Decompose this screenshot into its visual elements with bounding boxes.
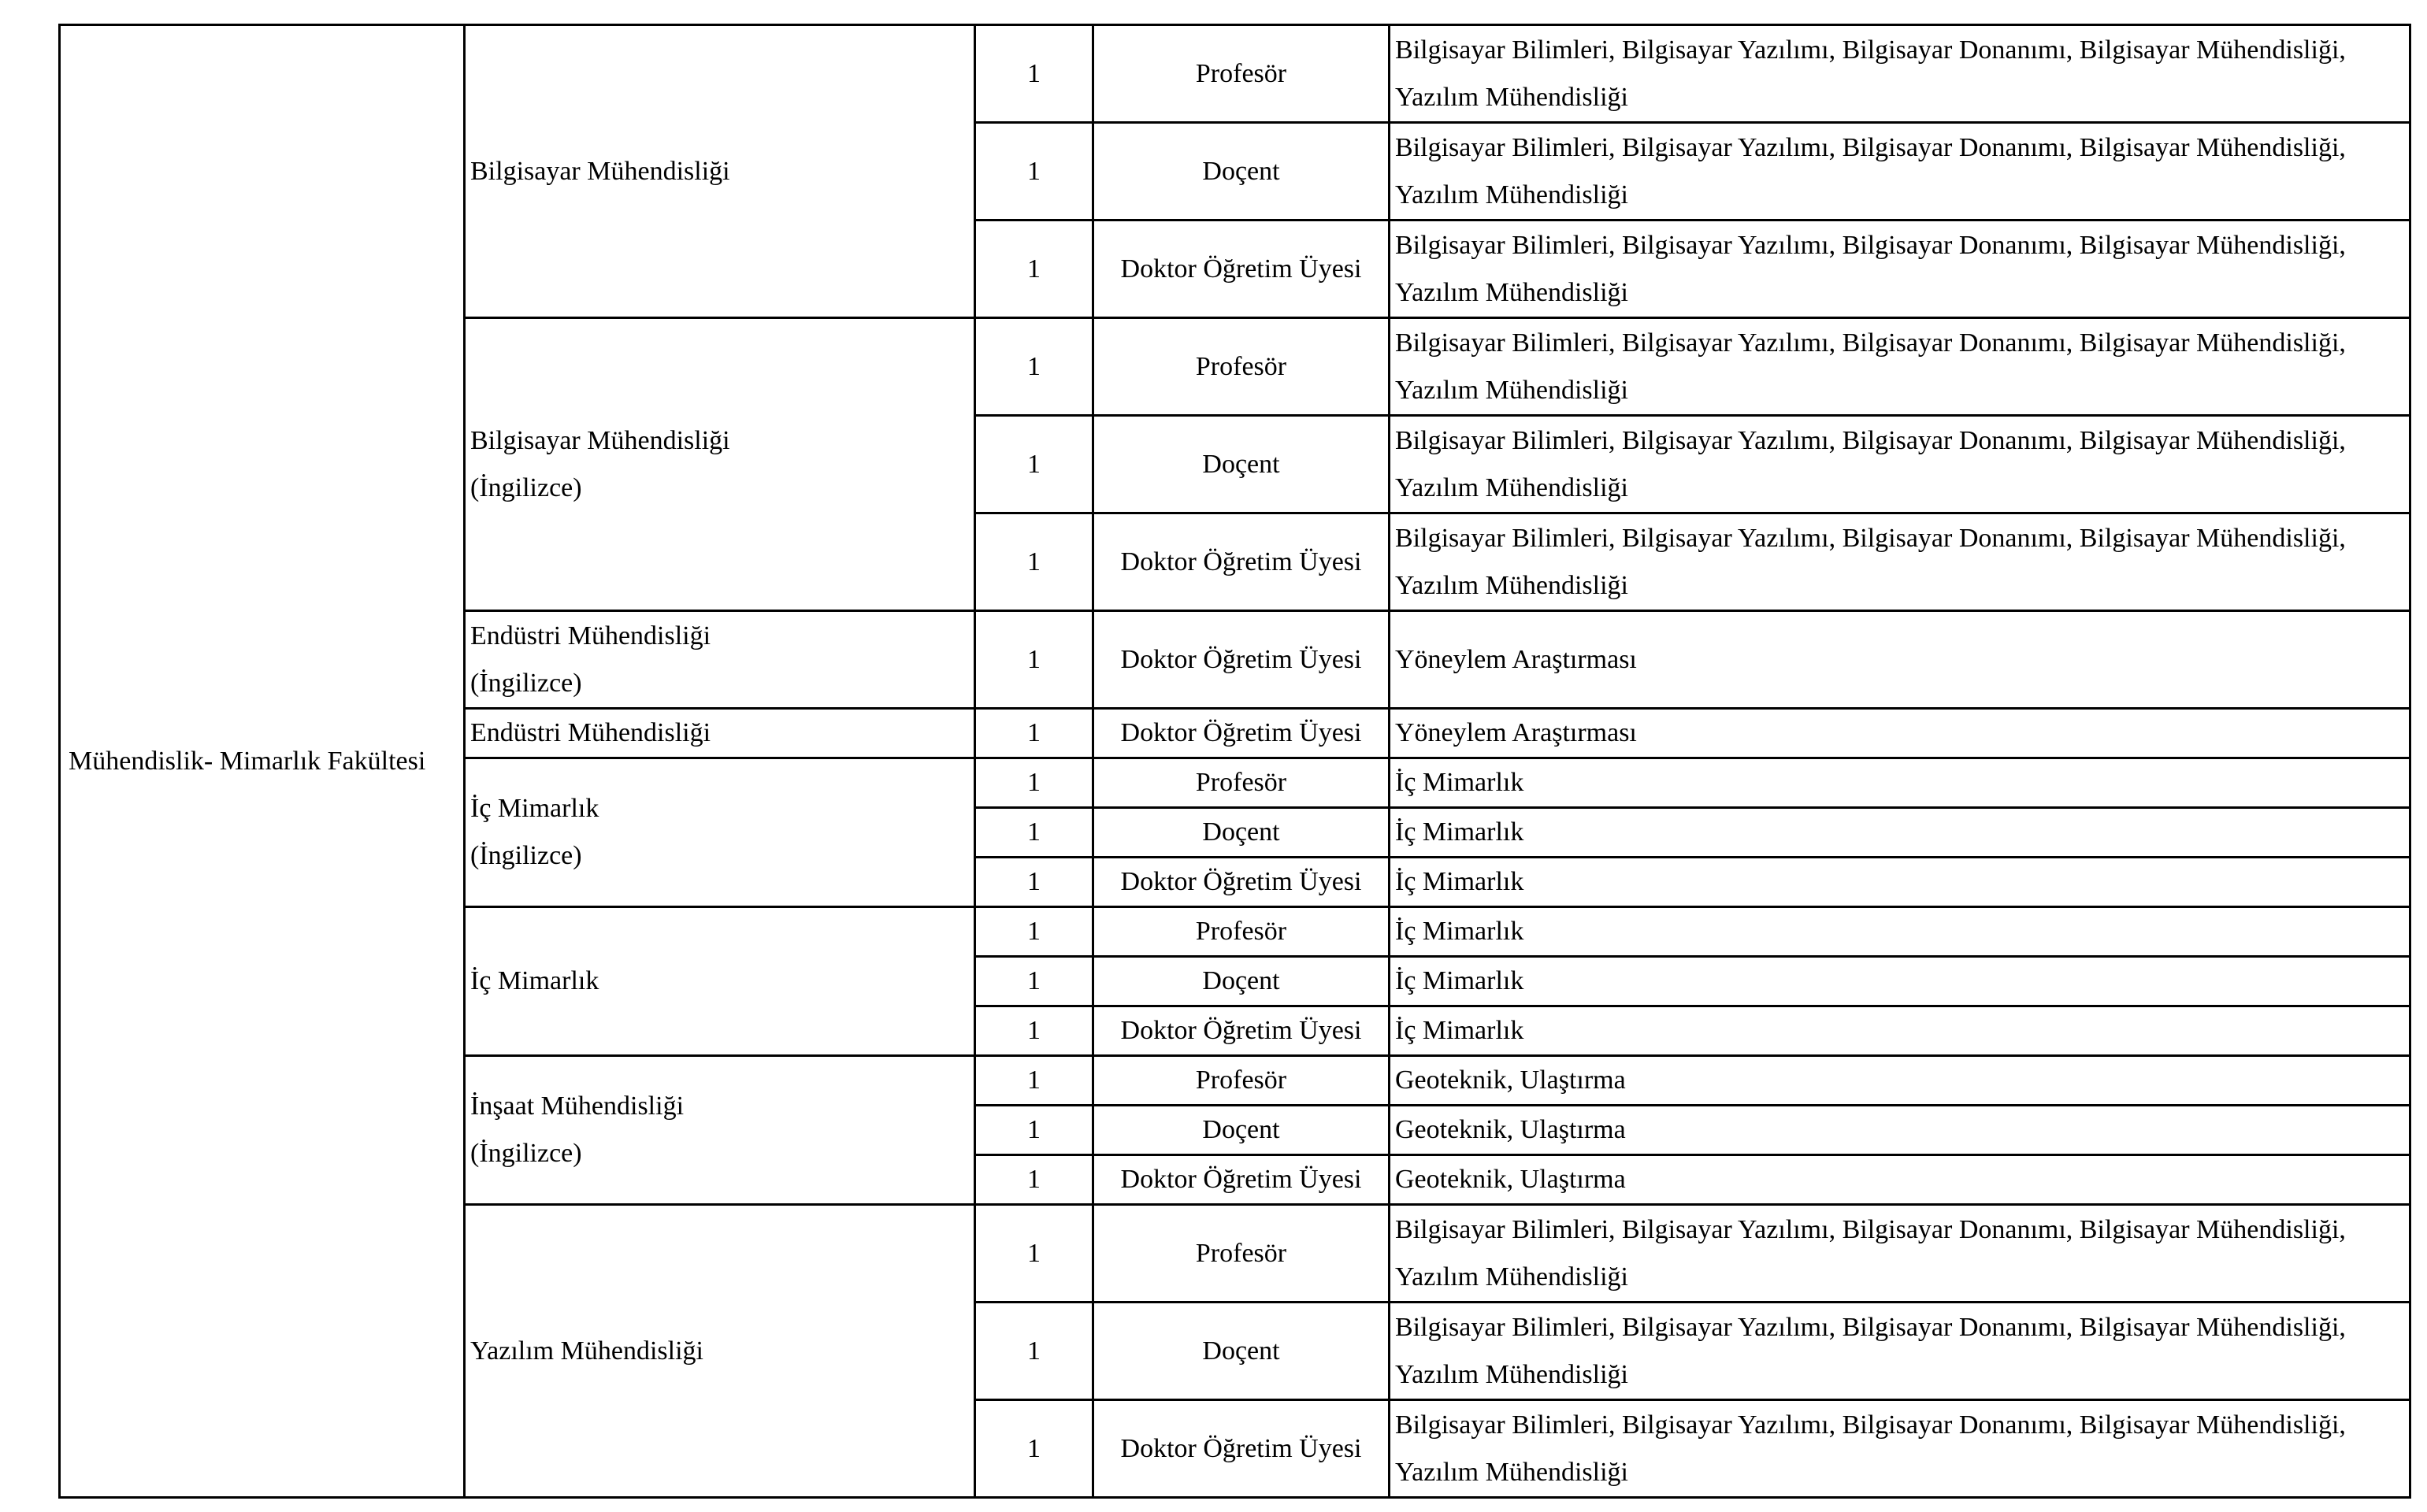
department-name: Yazılım Mühendisliği [465, 1205, 975, 1498]
academic-title: Doktor Öğretim Üyesi [1093, 611, 1390, 709]
academic-title: Doktor Öğretim Üyesi [1093, 220, 1390, 318]
position-count: 1 [975, 1205, 1093, 1303]
staff-position-table [58, 24, 2411, 1499]
research-field: Geoteknik, Ulaştırma [1390, 1106, 2410, 1155]
academic-title: Doçent [1093, 1303, 1390, 1400]
table-row [60, 25, 2410, 123]
research-field: Bilgisayar Bilimleri, Bilgisayar Yazılımı, Bilgisayar Donanımı, Bilgisayar Mühendisliği, Yazılım Mühendisliği [1390, 416, 2410, 513]
academic-title: Doktor Öğretim Üyesi [1093, 709, 1390, 758]
position-count: 1 [975, 758, 1093, 808]
department-name: Endüstri Mühendisliği (İngilizce) [465, 611, 975, 709]
research-field: Bilgisayar Bilimleri, Bilgisayar Yazılımı, Bilgisayar Donanımı, Bilgisayar Mühendisliği, Yazılım Mühendisliği [1390, 318, 2410, 416]
position-count: 1 [975, 1106, 1093, 1155]
research-field: İç Mimarlık [1390, 808, 2410, 858]
academic-title: Doçent [1093, 957, 1390, 1006]
research-field: Bilgisayar Bilimleri, Bilgisayar Yazılımı, Bilgisayar Donanımı, Bilgisayar Mühendisliği, Yazılım Mühendisliği [1390, 1303, 2410, 1400]
academic-title: Doçent [1093, 808, 1390, 858]
position-count: 1 [975, 858, 1093, 907]
position-count: 1 [975, 957, 1093, 1006]
research-field: Bilgisayar Bilimleri, Bilgisayar Yazılımı, Bilgisayar Donanımı, Bilgisayar Mühendisliği, Yazılım Mühendisliği [1390, 513, 2410, 611]
academic-title: Profesör [1093, 1056, 1390, 1106]
academic-title: Doktor Öğretim Üyesi [1093, 1155, 1390, 1205]
research-field: Bilgisayar Bilimleri, Bilgisayar Yazılımı, Bilgisayar Donanımı, Bilgisayar Mühendisliği, Yazılım Mühendisliği [1390, 123, 2410, 220]
position-count: 1 [975, 1006, 1093, 1056]
research-field: Yöneylem Araştırması [1390, 709, 2410, 758]
position-count: 1 [975, 416, 1093, 513]
department-name: Bilgisayar Mühendisliği [465, 25, 975, 318]
academic-title: Profesör [1093, 758, 1390, 808]
research-field: Geoteknik, Ulaştırma [1390, 1056, 2410, 1106]
department-name: İç Mimarlık (İngilizce) [465, 758, 975, 907]
academic-title: Profesör [1093, 318, 1390, 416]
position-count: 1 [975, 220, 1093, 318]
academic-title: Profesör [1093, 1205, 1390, 1303]
department-name: İç Mimarlık [465, 907, 975, 1056]
position-count: 1 [975, 1155, 1093, 1205]
faculty-name: Mühendislik- Mimarlık Fakültesi [60, 25, 465, 1498]
research-field: İç Mimarlık [1390, 907, 2410, 957]
academic-title: Profesör [1093, 25, 1390, 123]
academic-title: Doçent [1093, 416, 1390, 513]
research-field: Yöneylem Araştırması [1390, 611, 2410, 709]
position-count: 1 [975, 611, 1093, 709]
position-count: 1 [975, 1056, 1093, 1106]
research-field: Geoteknik, Ulaştırma [1390, 1155, 2410, 1205]
position-count: 1 [975, 25, 1093, 123]
department-name: Bilgisayar Mühendisliği (İngilizce) [465, 318, 975, 611]
research-field: İç Mimarlık [1390, 1006, 2410, 1056]
academic-title: Doktor Öğretim Üyesi [1093, 513, 1390, 611]
position-count: 1 [975, 123, 1093, 220]
position-count: 1 [975, 808, 1093, 858]
department-name: Endüstri Mühendisliği [465, 709, 975, 758]
department-name: İnşaat Mühendisliği (İngilizce) [465, 1056, 975, 1205]
academic-title: Doktor Öğretim Üyesi [1093, 1400, 1390, 1498]
research-field: Bilgisayar Bilimleri, Bilgisayar Yazılımı, Bilgisayar Donanımı, Bilgisayar Mühendisliği, Yazılım Mühendisliği [1390, 1400, 2410, 1498]
research-field: İç Mimarlık [1390, 858, 2410, 907]
research-field: Bilgisayar Bilimleri, Bilgisayar Yazılımı, Bilgisayar Donanımı, Bilgisayar Mühendisliği, Yazılım Mühendisliği [1390, 25, 2410, 123]
research-field: İç Mimarlık [1390, 758, 2410, 808]
research-field: İç Mimarlık [1390, 957, 2410, 1006]
academic-title: Doktor Öğretim Üyesi [1093, 858, 1390, 907]
academic-title: Doçent [1093, 123, 1390, 220]
academic-title: Doçent [1093, 1106, 1390, 1155]
research-field: Bilgisayar Bilimleri, Bilgisayar Yazılımı, Bilgisayar Donanımı, Bilgisayar Mühendisliği, Yazılım Mühendisliği [1390, 220, 2410, 318]
position-count: 1 [975, 709, 1093, 758]
position-count: 1 [975, 318, 1093, 416]
position-count: 1 [975, 513, 1093, 611]
position-count: 1 [975, 1303, 1093, 1400]
research-field: Bilgisayar Bilimleri, Bilgisayar Yazılımı, Bilgisayar Donanımı, Bilgisayar Mühendisliği, Yazılım Mühendisliği [1390, 1205, 2410, 1303]
academic-title: Profesör [1093, 907, 1390, 957]
position-count: 1 [975, 907, 1093, 957]
academic-title: Doktor Öğretim Üyesi [1093, 1006, 1390, 1056]
position-count: 1 [975, 1400, 1093, 1498]
